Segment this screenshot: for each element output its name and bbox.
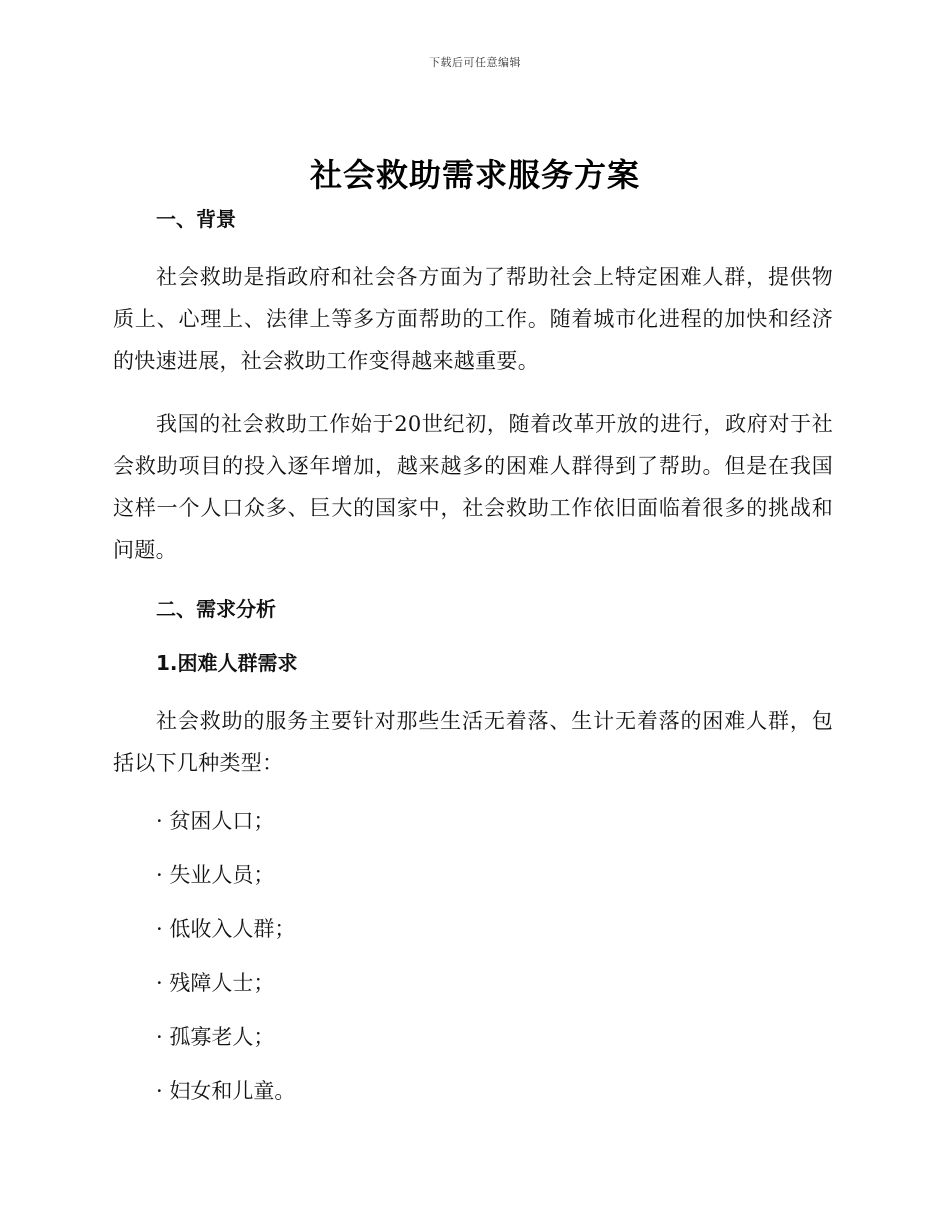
list-item: · 贫困人口； bbox=[156, 809, 275, 833]
section-heading-needs: 二、需求分析 bbox=[156, 597, 276, 621]
needs-paragraph: 社会救助的服务主要针对那些生活无着落、生计无着落的困难人群，包括以下几种类型： bbox=[113, 709, 833, 775]
list-item: · 孤寡老人； bbox=[156, 1025, 275, 1049]
document-body bbox=[113, 202, 833, 1108]
list-item: · 残障人士； bbox=[156, 971, 275, 995]
section-heading-background: 一、背景 bbox=[156, 207, 236, 231]
page-header-note: 下载后可任意编辑 bbox=[429, 56, 521, 69]
background-paragraph-1: 社会救助是指政府和社会各方面为了帮助社会上特定困难人群，提供物质上、心理上、法律上等多方面帮助的工作。随着城市化进程的加快和经济的快速进展，社会救助工作变得越来越重要。 bbox=[113, 265, 833, 373]
background-paragraph-2: 我国的社会救助工作始于20世纪初，随着改革开放的进行，政府对于社会救助项目的投入逐年增加，越来越多的困难人群得到了帮助。但是在我国这样一个人口众多、巨大的国家中，社会救助工作依旧面临着很多的挑战和问题。 bbox=[113, 412, 833, 562]
list-item: · 低收入人群； bbox=[156, 917, 296, 941]
list-item: · 失业人员； bbox=[156, 863, 275, 887]
document-title: 社会救助需求服务方案 bbox=[309, 156, 640, 194]
list-item: · 妇女和儿童。 bbox=[156, 1079, 296, 1103]
subsection-heading-needy-groups: 1.困难人群需求 bbox=[156, 651, 298, 675]
